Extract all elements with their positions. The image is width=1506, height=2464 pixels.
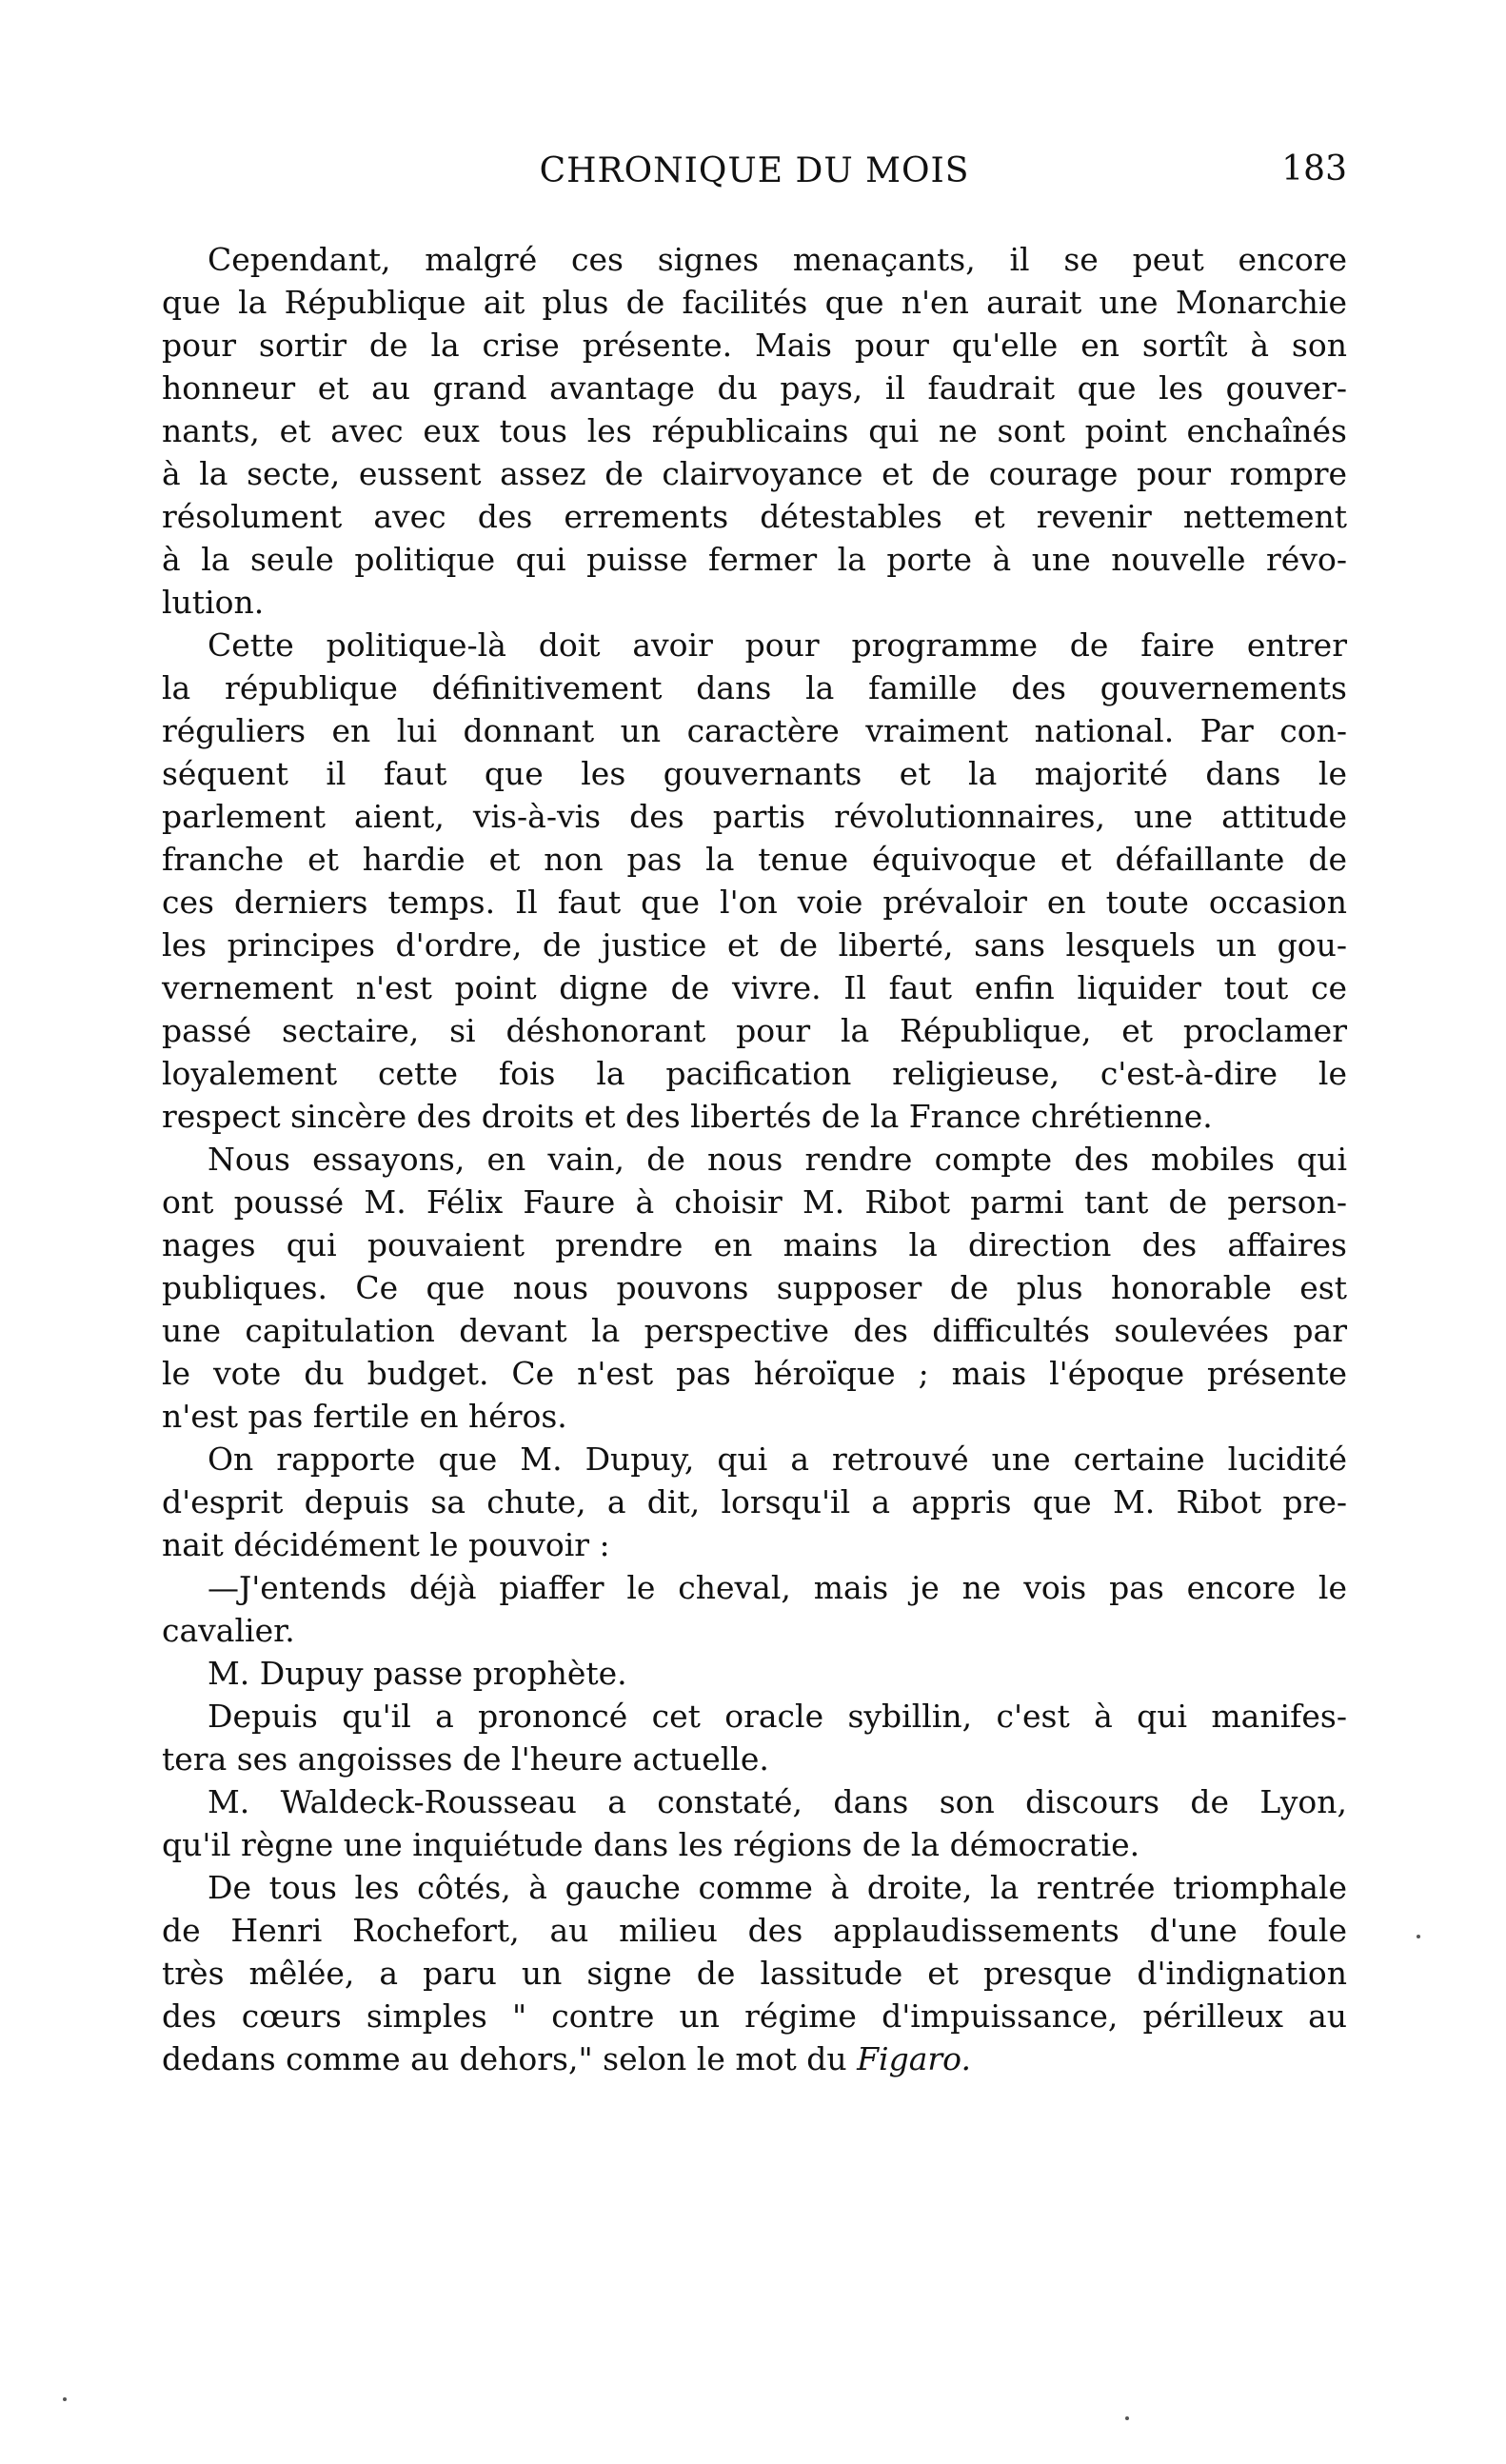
text-line: pour sortir de la crise présente. Mais pour qu'elle en sortît à son (162, 327, 1347, 364)
text-line: à la secte, eussent assez de clairvoyance et de courage pour rompre (162, 455, 1347, 492)
text-line: une capitulation devant la perspective des difficultés soulevées par (162, 1312, 1347, 1349)
page-speck (63, 2397, 67, 2401)
text-line: ces derniers temps. Il faut que l'on voie prévaloir en toute occasion (162, 884, 1347, 921)
newspaper-title: Figaro. (857, 2040, 971, 2077)
text-line: respect sincère des droits et des libertés de la France chrétienne. (162, 1098, 1213, 1135)
text-line: —J'entends déjà piaffer le cheval, mais je ne vois pas encore le (208, 1569, 1347, 1606)
text-line: n'est pas fertile en héros. (162, 1398, 567, 1435)
paragraph-dupuy (162, 1438, 1347, 1566)
running-title: CHRONIQUE DU MOIS (539, 151, 970, 190)
text-line: la république définitivement dans la famille des gouvernements (162, 669, 1347, 706)
page-speck (1417, 1935, 1420, 1938)
paragraph-quote (162, 1566, 1347, 1652)
text-line: réguliers en lui donnant un caractère vraiment national. Par con- (162, 712, 1347, 749)
text-line: honneur et au grand avantage du pays, il faudrait que les gouver- (162, 369, 1347, 407)
text-line: M. Waldeck-Rousseau a constaté, dans son discours de Lyon, (208, 1783, 1347, 1820)
text-line: d'esprit depuis sa chute, a dit, lorsqu'il a appris que M. Ribot pre- (162, 1483, 1347, 1520)
text-line: parlement aient, vis-à-vis des partis révolutionnaires, une attitude (162, 798, 1347, 835)
text-line: Cependant, malgré ces signes menaçants, il se peut encore (208, 241, 1347, 278)
paragraph-program (162, 624, 1347, 1138)
text-line: cavalier. (162, 1612, 295, 1649)
text-line: Depuis qu'il a prononcé cet oracle sybillin, c'est à qui manifes- (208, 1698, 1347, 1735)
text-line: que la République ait plus de facilités que n'en aurait une Monarchie (162, 284, 1347, 321)
text-line: Cette politique-là doit avoir pour programme de faire entrer (208, 626, 1347, 664)
text-line: qu'il règne une inquiétude dans les régions de la démocratie. (162, 1826, 1140, 1863)
page-speck (1125, 2416, 1129, 2420)
page-header (162, 138, 1347, 195)
text-line: les principes d'ordre, de justice et de liberté, sans lesquels un gou- (162, 926, 1347, 964)
text-line: séquent il faut que les gouvernants et la majorité dans le (162, 755, 1347, 792)
text-line: très mêlée, a paru un signe de lassitude et presque d'indignation (162, 1955, 1347, 1992)
chronicle-body (162, 238, 1347, 2080)
text-line: nages qui pouvaient prendre en mains la direction des affaires (162, 1226, 1347, 1263)
text-line: loyalement cette fois la pacification religieuse, c'est-à-dire le (162, 1055, 1347, 1092)
paragraph-crisis (162, 238, 1347, 624)
text-line: De tous les côtés, à gauche comme à droite, la rentrée triomphale (208, 1869, 1347, 1906)
text-line: résolument avec des errements détestables et revenir nettement (162, 498, 1347, 535)
text-line: passé sectaire, si déshonorant pour la République, et proclamer (162, 1012, 1347, 1049)
text-line-final-body: dedans comme au dehors," selon le mot du (162, 2040, 847, 2077)
paragraph-waldeck (162, 1780, 1347, 1866)
paragraph-prophet (162, 1652, 1347, 1695)
text-line: On rapporte que M. Dupuy, qui a retrouvé une certaine lucidité (208, 1441, 1347, 1478)
text-line: ont poussé M. Félix Faure à choisir M. Ribot parmi tant de person- (162, 1183, 1347, 1221)
text-line: M. Dupuy passe prophète. (208, 1655, 627, 1692)
text-line: nants, et avec eux tous les républicains qui ne sont point enchaînés (162, 412, 1347, 449)
text-line: de Henri Rochefort, au milieu des applaudissements d'une foule (162, 1912, 1347, 1949)
text-line: lution. (162, 584, 265, 621)
text-line: Nous essayons, en vain, de nous rendre compte des mobiles qui (208, 1141, 1347, 1178)
paragraph-ribot (162, 1138, 1347, 1438)
text-line: publiques. Ce que nous pouvons supposer de plus honorable est (162, 1269, 1347, 1306)
paragraph-rochefort (162, 1866, 1347, 2080)
text-line: à la seule politique qui puisse fermer la porte à une nouvelle révo- (162, 541, 1347, 578)
text-line: tera ses angoisses de l'heure actuelle. (162, 1740, 769, 1778)
text-line: nait décidément le pouvoir : (162, 1526, 610, 1563)
page-number: 183 (1281, 149, 1347, 189)
text-line-final (162, 2037, 1347, 2080)
text-line: franche et hardie et non pas la tenue équivoque et défaillante de (162, 841, 1347, 878)
text-line: le vote du budget. Ce n'est pas héroïque ; mais l'époque présente (162, 1355, 1347, 1392)
text-line: vernement n'est point digne de vivre. Il faut enfin liquider tout ce (162, 969, 1347, 1006)
text-line: des cœurs simples " contre un régime d'impuissance, périlleux au (162, 1997, 1347, 2035)
paragraph-oracle (162, 1695, 1347, 1780)
